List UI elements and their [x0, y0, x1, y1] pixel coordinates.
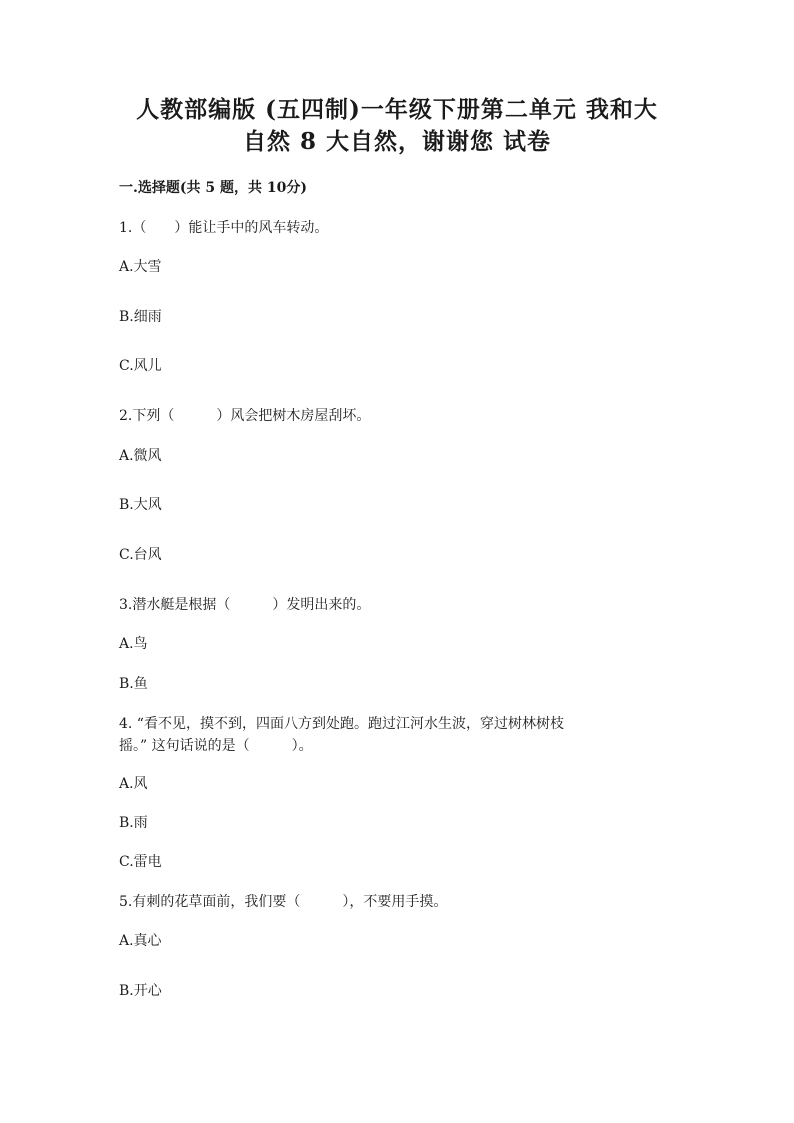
question-3-stem: 3.潜水艇是根据（ ）发明出来的。 [119, 597, 371, 613]
question-2-option-b: B.大风 [119, 497, 162, 513]
question-1-option-b: B.细雨 [119, 309, 162, 325]
question-4-stem-line-2: 摇。” 这句话说的是（ ）。 [119, 738, 313, 754]
question-3-option-b: B.鱼 [119, 676, 148, 692]
question-2-stem: 2.下列（ ）风会把树木房屋刮坏。 [119, 408, 371, 424]
question-4-option-c: C.雷电 [119, 854, 162, 870]
question-3-option-a: A.鸟 [119, 636, 148, 652]
question-2-option-a: A.微风 [119, 448, 162, 464]
title-line-2: 自然 8 大自然，谢谢您 试卷 [242, 128, 552, 155]
question-1-stem: 1.（ ）能让手中的风车转动。 [119, 220, 329, 236]
question-2-option-c: C.台风 [119, 547, 162, 563]
question-1-option-a: A.大雪 [119, 259, 162, 275]
question-5-stem: 5.有刺的花草面前，我们要（ ），不要用手摸。 [119, 894, 448, 910]
question-4-option-a: A.风 [119, 776, 148, 792]
question-5-option-a: A.真心 [119, 933, 162, 949]
section-heading: 一.选择题(共 5 题，共 10分) [119, 180, 307, 196]
question-5-option-b: B.开心 [119, 983, 162, 999]
page-title [0, 94, 794, 158]
question-4-stem [119, 713, 659, 757]
question-1-option-c: C.风儿 [119, 358, 162, 374]
title-line-1: 人教部编版 (五四制)一年级下册第二单元 我和大 [136, 96, 658, 123]
question-4-option-b: B.雨 [119, 815, 148, 831]
question-4-stem-line-1: 4. “看不见，摸不到，四面八方到处跑。跑过江河水生波，穿过树林树枝 [119, 716, 564, 732]
